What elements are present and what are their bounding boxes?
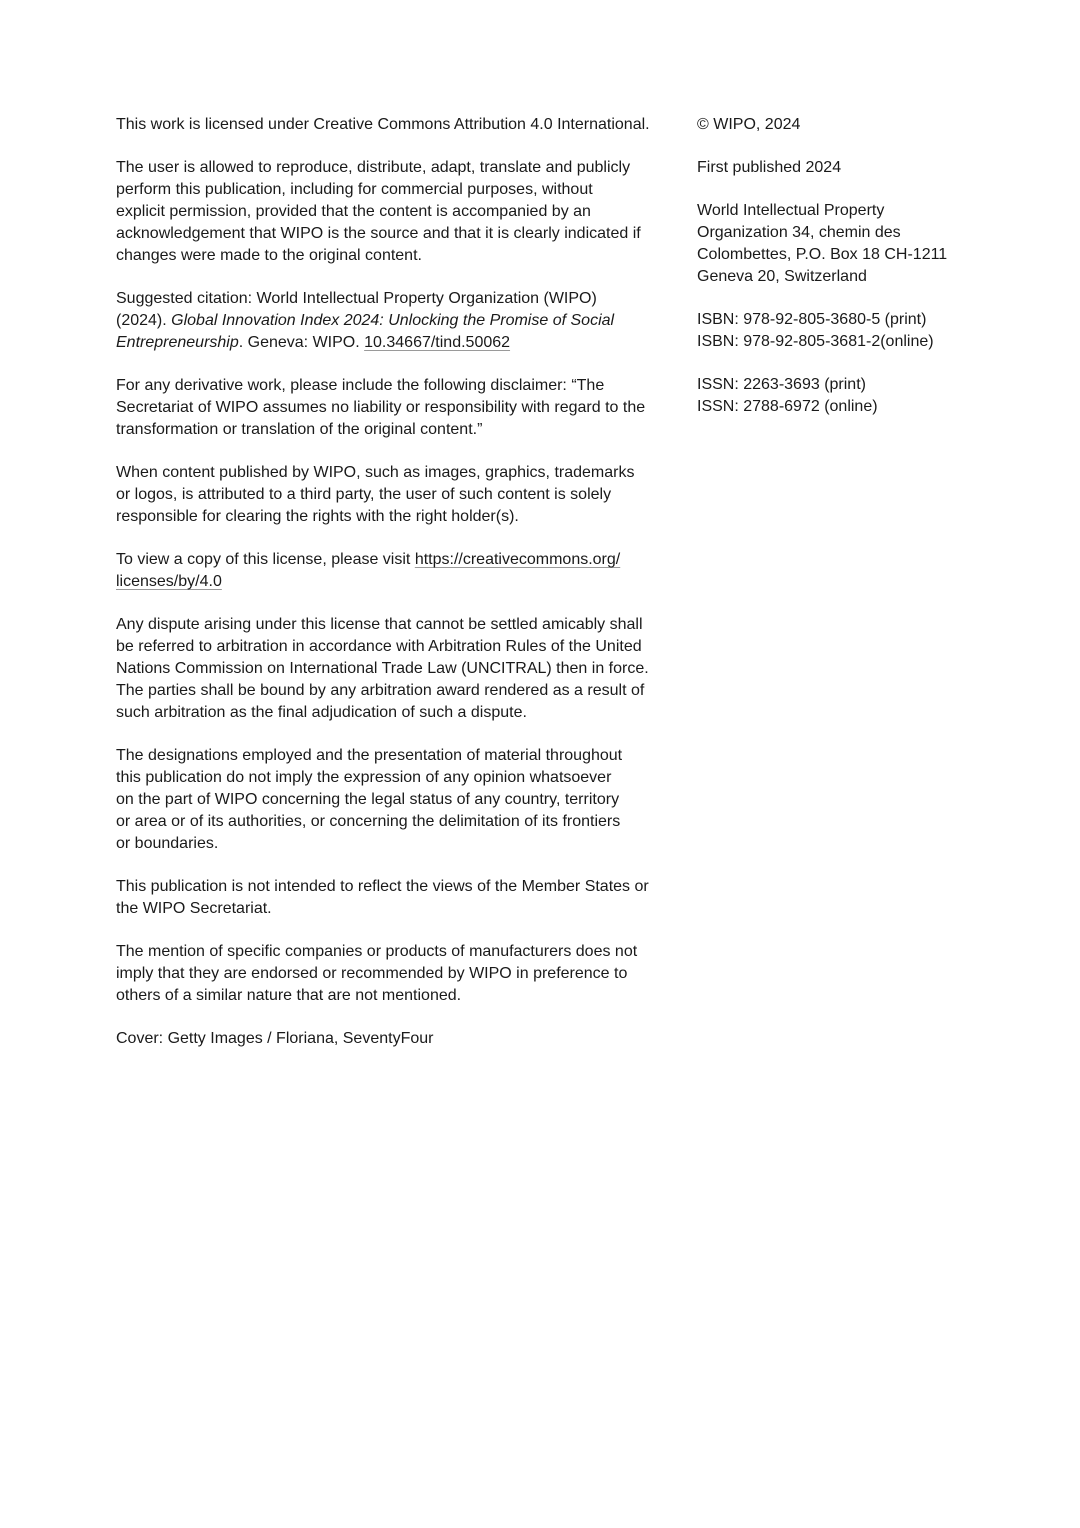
- text-line: [116, 571, 678, 593]
- isbn-block: [697, 309, 967, 353]
- text-line: such arbitration as the final adjudication of such a dispute.: [116, 704, 527, 721]
- license-link-prefix: To view a copy of this license, please visit: [116, 551, 415, 568]
- license-link-paragraph: [116, 549, 678, 593]
- dispute-paragraph: [116, 614, 678, 724]
- copyright-line: © WIPO, 2024: [697, 116, 801, 133]
- text-line: imply that they are endorsed or recommended by WIPO in preference to: [116, 965, 628, 982]
- text-line: acknowledgement that WIPO is the source and that it is clearly indicated if: [116, 225, 641, 242]
- text-line: changes were made to the original content.: [116, 247, 422, 264]
- publisher-address: [697, 200, 967, 288]
- text-line: on the part of WIPO concerning the legal status of any country, territory: [116, 791, 620, 808]
- text-line: Secretariat of WIPO assumes no liability or responsibility with regard to the: [116, 399, 646, 416]
- text-line: For any derivative work, please include the following disclaimer: “The: [116, 377, 605, 394]
- address-line: Organization 34, chemin des: [697, 224, 901, 241]
- issn-print: ISSN: 2263-3693 (print): [697, 376, 866, 393]
- text-line: This publication is not intended to reflect the views of the Member States or: [116, 878, 649, 895]
- text-line: Suggested citation: World Intellectual Property Organization (WIPO): [116, 290, 597, 307]
- text-line: or area or of its authorities, or concerning the delimitation of its frontiers: [116, 813, 621, 830]
- third-party-paragraph: [116, 462, 678, 528]
- cover-credit-line: Cover: Getty Images / Floriana, SeventyFour: [116, 1030, 434, 1047]
- doi-link[interactable]: 10.34667/tind.50062: [364, 334, 511, 351]
- text-line: [116, 310, 678, 332]
- text-line: be referred to arbitration in accordance with Arbitration Rules of the United: [116, 638, 642, 655]
- designations-paragraph: [116, 745, 678, 855]
- usage-permission-paragraph: [116, 157, 678, 267]
- first-published: [697, 157, 967, 179]
- isbn-online: ISBN: 978-92-805-3681-2(online): [697, 333, 934, 350]
- left-column: [116, 114, 678, 1071]
- text-line: When content published by WIPO, such as images, graphics, trademarks: [116, 464, 635, 481]
- text-line: this publication do not imply the expression of any opinion whatsoever: [116, 769, 612, 786]
- citation-publisher: . Geneva: WIPO.: [238, 334, 365, 351]
- text-line: Nations Commission on International Trade Law (UNCITRAL) then in force.: [116, 660, 649, 677]
- copyright-notice: [697, 114, 967, 136]
- text-line: [116, 332, 678, 354]
- text-line: Any dispute arising under this license that cannot be settled amicably shall: [116, 616, 643, 633]
- license-link-cont[interactable]: licenses/by/4.0: [116, 573, 222, 590]
- license-statement: [116, 114, 678, 136]
- address-line: Colombettes, P.O. Box 18 CH-1211: [697, 246, 948, 263]
- text-line: The parties shall be bound by any arbitration award rendered as a result of: [116, 682, 645, 699]
- disclaimer-paragraph: [116, 375, 678, 441]
- issn-block: [697, 374, 967, 418]
- text-line: or logos, is attributed to a third party, the user of such content is solely: [116, 486, 612, 503]
- publication-title: Global Innovation Index 2024: Unlocking the Promise of Social: [171, 312, 615, 329]
- text-line: responsible for clearing the rights with the right holder(s).: [116, 508, 519, 525]
- publication-title-cont: Entrepreneurship: [116, 334, 239, 351]
- first-published-line: First published 2024: [697, 159, 842, 176]
- isbn-print: ISBN: 978-92-805-3680-5 (print): [697, 311, 927, 328]
- address-line: World Intellectual Property: [697, 202, 885, 219]
- license-line: This work is licensed under Creative Commons Attribution 4.0 International.: [116, 116, 650, 133]
- mention-paragraph: [116, 941, 678, 1007]
- views-paragraph: [116, 876, 678, 920]
- citation-paragraph: [116, 288, 678, 354]
- text-line: [116, 549, 678, 571]
- text-line: The user is allowed to reproduce, distribute, adapt, translate and publicly: [116, 159, 631, 176]
- license-link[interactable]: https://creativecommons.org/: [414, 551, 621, 568]
- text-line: transformation or translation of the original content.”: [116, 421, 483, 438]
- cover-credit: [116, 1028, 678, 1050]
- issn-online: ISSN: 2788-6972 (online): [697, 398, 878, 415]
- text-line: The designations employed and the presentation of material throughout: [116, 747, 623, 764]
- text-line: perform this publication, including for commercial purposes, without: [116, 181, 593, 198]
- right-column: [697, 114, 967, 439]
- text-line: explicit permission, provided that the content is accompanied by an: [116, 203, 591, 220]
- text-line: The mention of specific companies or products of manufacturers does not: [116, 943, 638, 960]
- text-line: others of a similar nature that are not mentioned.: [116, 987, 462, 1004]
- text-line: the WIPO Secretariat.: [116, 900, 272, 917]
- text-line: or boundaries.: [116, 835, 219, 852]
- address-line: Geneva 20, Switzerland: [697, 268, 867, 285]
- citation-year: (2024).: [116, 312, 172, 329]
